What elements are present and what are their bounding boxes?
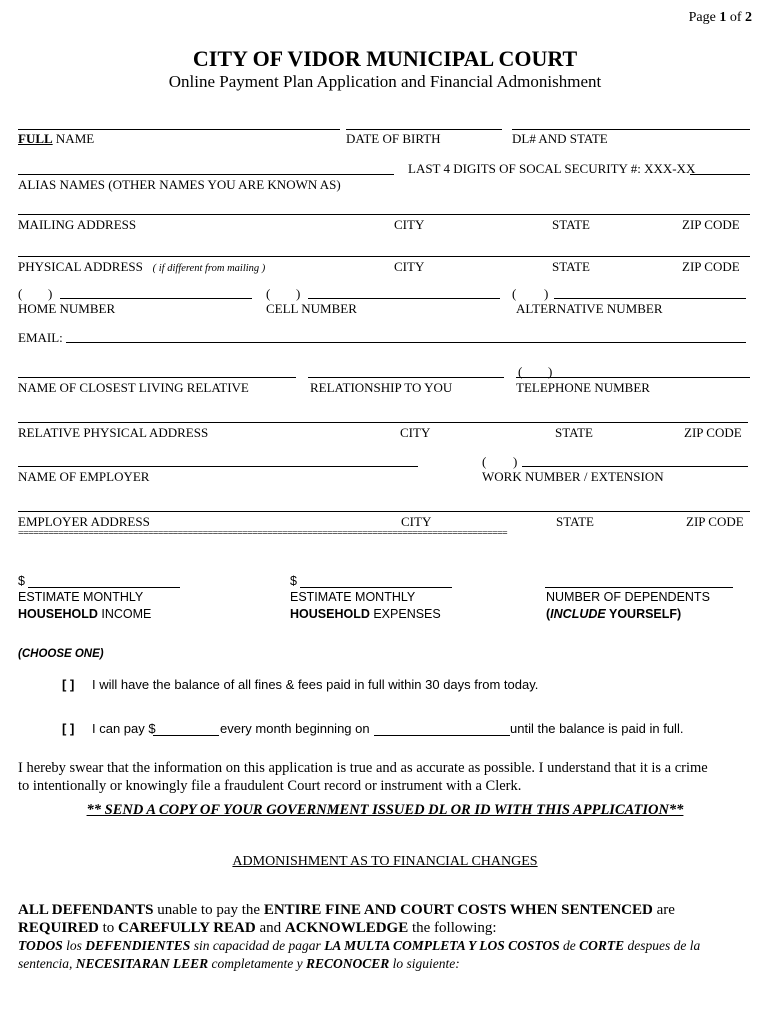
work-paren-close: )	[513, 454, 518, 469]
relative-name-line[interactable]	[18, 377, 296, 378]
oath-line-1: I hereby swear that the information on this application is true and as accurate as possible. I understand that it is a crime	[18, 760, 708, 776]
send-copy-notice: ** SEND A COPY OF YOUR GOVERNMENT ISSUED DL OR ID WITH THIS APPLICATION**	[86, 802, 684, 818]
expenses-label: HOUSEHOLD EXPENSES	[290, 607, 441, 621]
employer-state-label: STATE	[556, 514, 594, 529]
mailing-address-line[interactable]	[18, 214, 750, 215]
physical-state-label: STATE	[552, 259, 590, 274]
alias-line[interactable]	[18, 174, 394, 175]
income-label: HOUSEHOLD INCOME	[18, 607, 152, 621]
mailing-address-label: MAILING ADDRESS	[18, 217, 137, 232]
start-date-line[interactable]	[374, 735, 510, 736]
cell-paren-open: (	[266, 286, 271, 301]
monthly-amount-line[interactable]	[153, 735, 219, 736]
physical-zip-label: ZIP CODE	[682, 259, 740, 274]
choose-one-label: (CHOOSE ONE)	[18, 648, 104, 660]
home-paren-open: (	[18, 286, 23, 301]
option2-pay-label: I can pay $	[92, 721, 156, 736]
employer-zip-label: ZIP CODE	[686, 514, 744, 529]
admonishment-line-1: ALL DEFENDANTS unable to pay the ENTIRE FINE AND COURT COSTS WHEN SENTENCED are	[18, 902, 675, 918]
email-line[interactable]	[66, 342, 746, 343]
employer-address-line[interactable]	[18, 511, 750, 512]
work-number-line[interactable]	[522, 466, 748, 467]
admonishment-spanish-line-1: TODOS los DEFENDIENTES sin capacidad de pagar LA MULTA COMPLETA Y LOS COSTOS de CORTE despues de la	[18, 938, 701, 953]
relative-address-line[interactable]	[18, 422, 748, 423]
separator-line: ==================================================================================================	[18, 528, 507, 539]
dl-line[interactable]	[512, 129, 750, 130]
option2-beginning-label: every month beginning on	[220, 721, 370, 736]
physical-city-label: CITY	[394, 259, 425, 274]
income-dollar: $	[18, 574, 25, 588]
full-name-line[interactable]	[18, 129, 340, 130]
work-paren-open: (	[482, 454, 487, 469]
alternative-number-label: ALTERNATIVE NUMBER	[516, 301, 663, 316]
dl-state-label: DL# AND STATE	[512, 131, 608, 146]
alternative-number-line[interactable]	[554, 298, 746, 299]
ssn-label: LAST 4 DIGITS OF SOCAL SECURITY #: XXX-XX	[408, 161, 696, 176]
home-number-line[interactable]	[60, 298, 252, 299]
option2-until-label: until the balance is paid in full.	[510, 721, 684, 736]
income-line[interactable]	[28, 587, 180, 588]
tel-paren-close: )	[548, 364, 553, 379]
alt-paren-close: )	[544, 286, 549, 301]
ssn-line[interactable]	[690, 174, 750, 175]
relative-address-label: RELATIVE PHYSICAL ADDRESS	[18, 425, 209, 440]
court-title: CITY OF VIDOR MUNICIPAL COURT	[192, 46, 578, 71]
admonishment-line-2: REQUIRED to CAREFULLY READ and ACKNOWLEDGE the following:	[18, 920, 497, 936]
oath-line-2: to intentionally or knowingly file a fraudulent Court record or instrument with a Clerk.	[18, 778, 522, 794]
relationship-line[interactable]	[308, 377, 504, 378]
dob-label: DATE OF BIRTH	[346, 131, 441, 146]
alias-label: ALIAS NAMES (OTHER NAMES YOU ARE KNOWN AS)	[18, 177, 341, 192]
cell-paren-close: )	[296, 286, 301, 301]
cell-number-label: CELL NUMBER	[266, 301, 357, 316]
employer-address-label: EMPLOYER ADDRESS	[18, 514, 150, 529]
tel-paren-open: (	[518, 364, 523, 379]
mailing-city-label: CITY	[394, 217, 425, 232]
dependents-label: NUMBER OF DEPENDENTS	[546, 590, 710, 604]
physical-address-label: PHYSICAL ADDRESS ( if different from mailing )	[18, 259, 266, 274]
home-number-label: HOME NUMBER	[18, 301, 116, 316]
relative-telephone-line[interactable]	[516, 377, 750, 378]
option1-text: I will have the balance of all fines & fees paid in full within 30 days from today.	[92, 677, 539, 692]
home-paren-close: )	[48, 286, 53, 301]
employer-city-label: CITY	[401, 514, 432, 529]
form-subtitle: Online Payment Plan Application and Financial Admonishment	[168, 72, 602, 91]
option1-checkbox[interactable]: [ ]	[62, 677, 75, 692]
expenses-line[interactable]	[300, 587, 452, 588]
admonishment-heading: ADMONISHMENT AS TO FINANCIAL CHANGES	[232, 854, 538, 869]
option2-checkbox[interactable]: [ ]	[62, 721, 75, 736]
employer-label: NAME OF EMPLOYER	[18, 469, 150, 484]
physical-address-line[interactable]	[18, 256, 750, 257]
page-number: Page 1 of 2	[688, 10, 752, 25]
closest-relative-label: NAME OF CLOSEST LIVING RELATIVE	[18, 380, 249, 395]
cell-number-line[interactable]	[308, 298, 500, 299]
income-est-label: ESTIMATE MONTHLY	[18, 590, 144, 604]
relative-city-label: CITY	[400, 425, 431, 440]
work-number-label: WORK NUMBER / EXTENSION	[482, 469, 664, 484]
dependents-line[interactable]	[545, 587, 733, 588]
relative-zip-label: ZIP CODE	[684, 425, 742, 440]
mailing-state-label: STATE	[552, 217, 590, 232]
email-label: EMAIL:	[18, 330, 63, 345]
dob-line[interactable]	[346, 129, 502, 130]
telephone-label: TELEPHONE NUMBER	[516, 380, 650, 395]
alt-paren-open: (	[512, 286, 517, 301]
full-name-label: FULL NAME	[18, 131, 95, 146]
relative-state-label: STATE	[555, 425, 593, 440]
employer-name-line[interactable]	[18, 466, 418, 467]
relationship-label: RELATIONSHIP TO YOU	[310, 380, 453, 395]
expenses-dollar: $	[290, 574, 297, 588]
include-yourself-label: (INCLUDE YOURSELF)	[546, 607, 682, 621]
admonishment-spanish-line-2: sentencia, NECESITARAN LEER completamente y RECONOCER lo siguiente:	[18, 956, 460, 971]
expenses-est-label: ESTIMATE MONTHLY	[290, 590, 416, 604]
mailing-zip-label: ZIP CODE	[682, 217, 740, 232]
